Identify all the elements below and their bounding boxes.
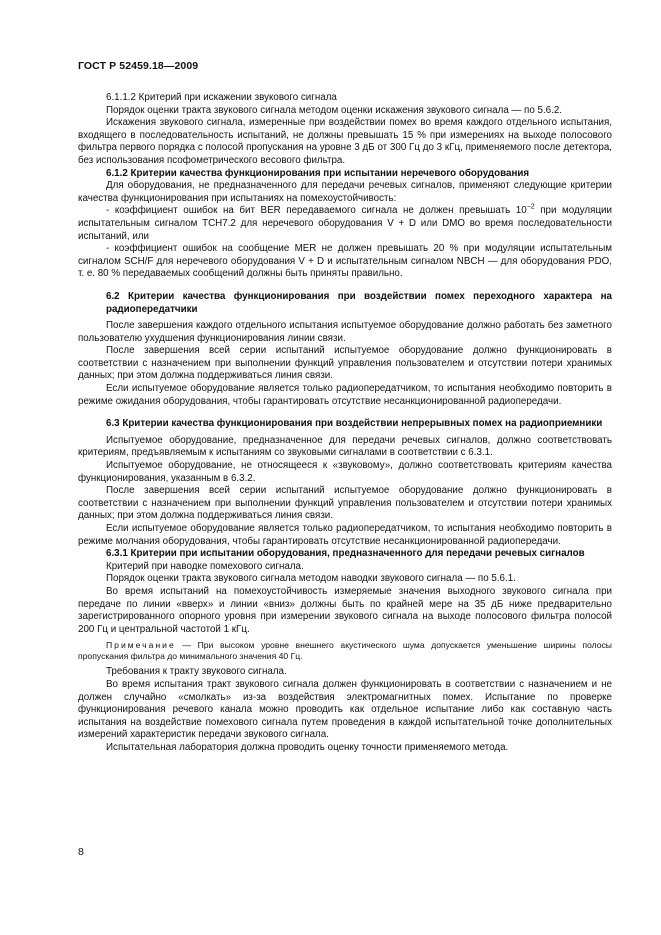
section-6-3-1-title: 6.3.1 Критерии при испытании оборудования, предназначенного для передачи речевых сигналов — [106, 548, 585, 560]
section-title-text: Критерии качества функционирования при воздействии непрерывных помех на радиоприемники — [122, 418, 603, 430]
paragraph: Порядок оценки тракта звукового сигнала методом наводки звукового сигнала — по 5.6.1. — [106, 573, 516, 585]
list-item: - коэффициент ошибок на сообщение MER не должен превышать 20 % при модуляции испытательным сигналом SCH/F для неречевого оборудования V + D и испытательным сигналом NBCH — для оборудования PDO, т. е. 80 % передаваемых сообщений должны быть приняты правильно. — [78, 243, 612, 280]
exponent: −2 — [526, 204, 535, 212]
paragraph: Искажения звукового сигнала, измеренные при воздействии помех во время каждого отдельного испытания, входящего в последовательность испытаний, не должны превышать 15 % при измерениях на выходе полосового фильтра первого порядка с полосой пропускания на уровне 3 дБ от 300 Гц до 3 кГц, применяемого после детектора, без использования псофометрического весового фильтра. — [78, 117, 612, 166]
paragraph: Если испытуемое оборудование является только радиопередатчиком, то испытания необходимо повторить в режиме ожидания оборудования, чтобы гарантировать отсутствие несанкционированной радиопередачи. — [78, 383, 612, 407]
paragraph: Требования к тракту звукового сигнала. — [106, 666, 287, 678]
page-content — [78, 92, 612, 755]
note-label: Примечание — [106, 640, 176, 651]
page-number: 8 — [78, 846, 84, 858]
list-item-text: при модуляции испытательным сигналом TCH7.2 для неречевого оборудования V + D или DMO во время последовательности испытаний, или — [78, 205, 612, 242]
section-6-1-2-title: 6.1.2 Критерии качества функционирования при испытании неречевого оборудования — [106, 167, 530, 179]
note-text: — При высоком уровне внешнего акустического шума допускается уменьшение ширины полосы пропускания фильтра до минимального значения 40 Гц. — [78, 640, 612, 662]
paragraph: Испытательная лаборатория должна проводить оценку точности применяемого метода. — [106, 741, 509, 753]
note — [78, 640, 612, 662]
list-item — [78, 205, 612, 243]
paragraph: Испытуемое оборудование, не относящееся к «звуковому», должно соответствовать критериям качества функционирования, указанным в 6.3.2. — [78, 460, 612, 484]
standard-header: ГОСТ Р 52459.18—2009 — [78, 60, 199, 72]
section-number: 6.3 — [106, 418, 123, 430]
section-6-2-title — [78, 291, 612, 316]
list-item-text: - коэффициент ошибок на бит BER передаваемого сигнала не должен превышать 10 — [106, 205, 527, 217]
paragraph: Во время испытаний на помехоустойчивость измеряемые значения выходного звукового сигнала при передаче по линии «вверх» и линии «вниз» должны быть по крайней мере на 35 дБ ниже предварительно зарегистрированного опорного уровня при измерении звукового сигнала на выходе полосового фильтра полосой 200 Гц и центральной частотой 1 кГц. — [78, 585, 612, 635]
paragraph: После завершения всей серии испытаний испытуемое оборудование должно функционировать в соответствии с назначением при выполнении функций управления пользователем и отсутствии потери хранимых данных; при этом должна поддерживаться линия связи. — [78, 485, 612, 522]
section-6-3-title — [78, 418, 612, 431]
section-title-text: Критерии качества функционирования при воздействии помех переходного характера на радиопередатчики — [106, 290, 612, 315]
paragraph: Во время испытания тракт звукового сигнала должен функционировать в соответствии с назначением и не должен случайно «смолкать» из-за воздействия электромагнитных помех. Испытание по проверке функционирования речевого канала можно проводить как отдельное испытание либо как составную часть испытания на воздействие помехового сигнала путем проведения в каждой испытательной точке дополнительных измерений характеристик передачи звукового сигнала. — [78, 678, 612, 741]
paragraph: После завершения каждого отдельного испытания испытуемое оборудование должно работать без заметного пользователю ухудшения функционирования линии связи. — [78, 320, 612, 344]
section-6-1-1-2-title: 6.1.1.2 Критерий при искажении звукового сигнала — [106, 92, 337, 103]
paragraph: После завершения всей серии испытаний испытуемое оборудование должно функционировать в соответствии с назначением при выполнении функций управления пользователем и отсутствии потери хранимых данных; при этом должна поддерживаться линия связи. — [78, 345, 612, 382]
paragraph: Если испытуемое оборудование является только радиопередатчиком, то испытания необходимо повторить в режиме молчания оборудования, чтобы гарантировать отсутствие несанкционированной радиопередачи. — [78, 523, 612, 547]
paragraph: Испытуемое оборудование, предназначенное для передачи речевых сигналов, должно соответствовать критериям, предъявляемым к испытаниям со звуковыми сигналами в соответствии с 6.3.1. — [78, 434, 612, 459]
paragraph: Порядок оценки тракта звукового сигнала методом оценки искажения звукового сигнала — по 5.6.2. — [106, 104, 563, 116]
paragraph: Критерий при наводке помехового сигнала. — [106, 560, 304, 572]
section-number: 6.2 — [106, 290, 128, 302]
paragraph: Для оборудования, не предназначенного для передачи речевых сигналов, применяют следующие критерии качества функционирования при испытаниях на помехоустойчивость: — [78, 180, 612, 204]
